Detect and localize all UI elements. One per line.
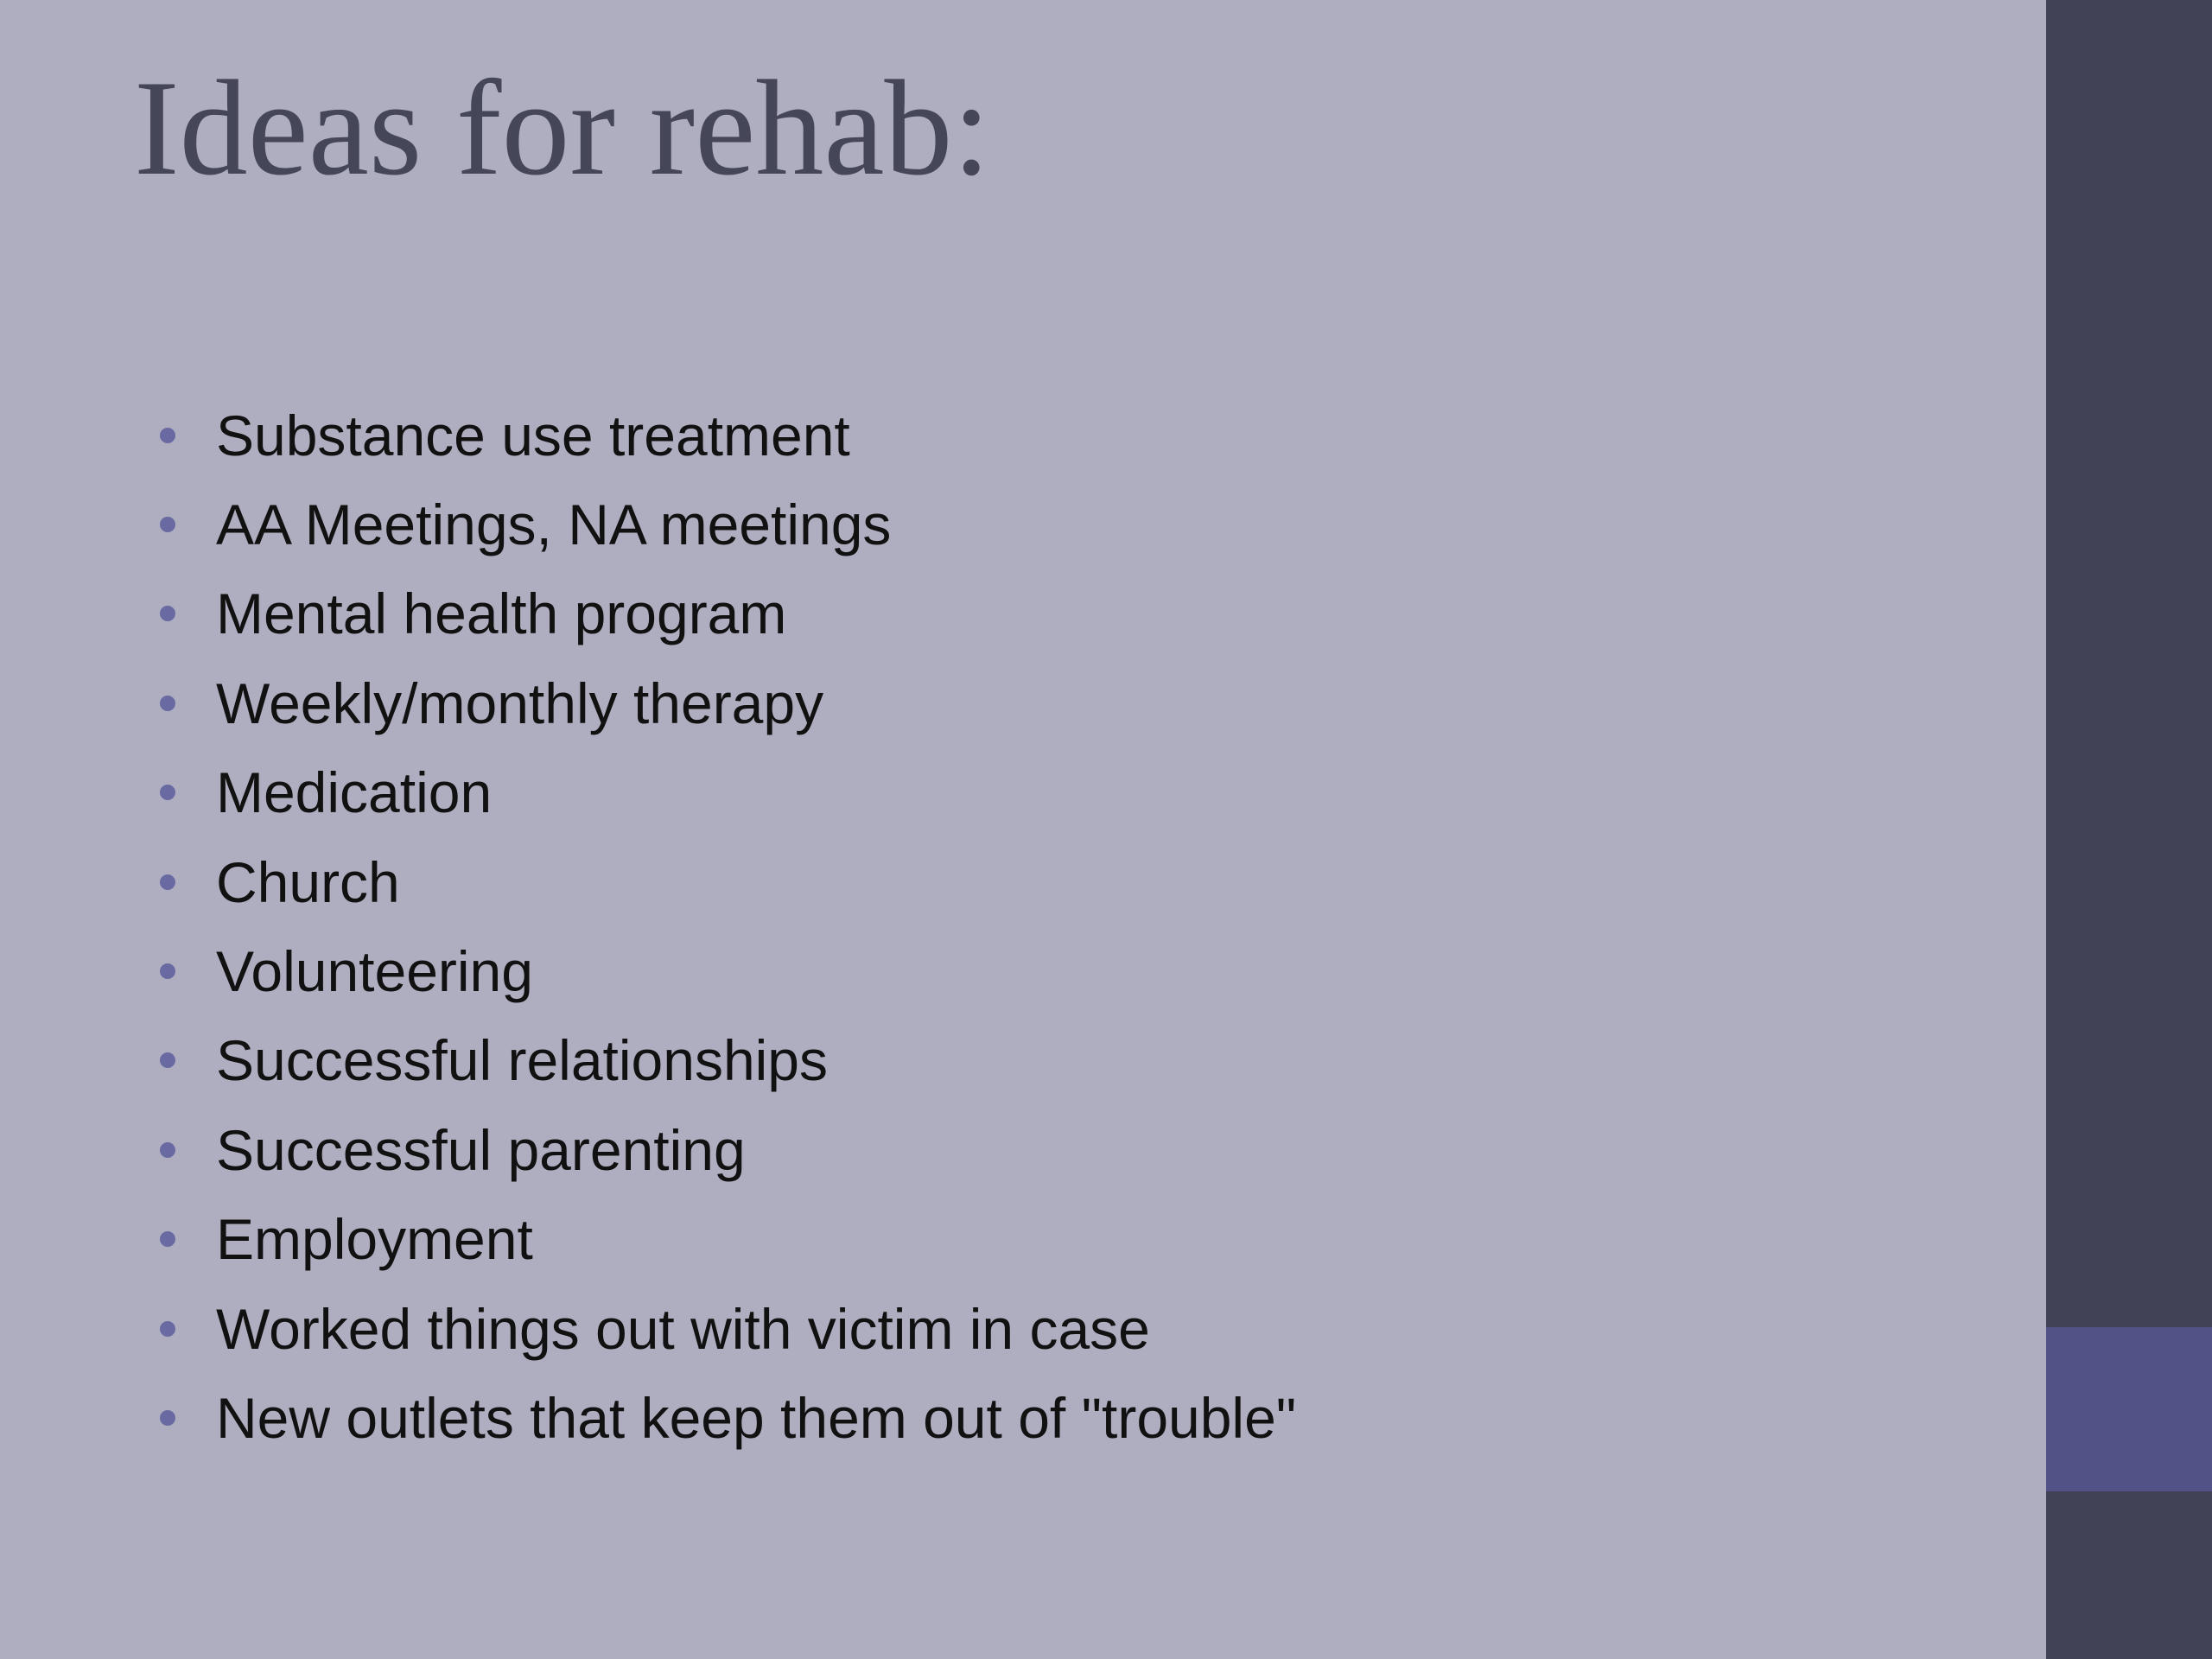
bullet-icon <box>160 1410 175 1426</box>
bullet-icon <box>160 963 175 979</box>
bullet-text: Weekly/monthly therapy <box>216 671 824 735</box>
bullet-text: Medication <box>216 760 493 825</box>
bullet-text: Mental health program <box>216 582 787 646</box>
slide-title: Ideas for rehab: <box>134 53 991 204</box>
bullet-text: Employment <box>216 1207 533 1272</box>
bullet-icon <box>160 1052 175 1068</box>
bullet-icon <box>160 1231 175 1247</box>
list-item <box>160 837 1296 926</box>
bullet-text: AA Meetings, NA meetings <box>216 493 892 557</box>
list-item <box>160 1016 1296 1105</box>
bullet-icon <box>160 428 175 443</box>
list-item <box>160 1105 1296 1194</box>
bullet-list <box>160 391 1296 1463</box>
bullet-text: New outlets that keep them out of "trouble" <box>216 1385 1297 1450</box>
list-item <box>160 569 1296 658</box>
list-item <box>160 748 1296 837</box>
bullet-text: Substance use treatment <box>216 403 850 467</box>
bullet-icon <box>160 696 175 711</box>
bullet-icon <box>160 606 175 621</box>
list-item <box>160 1195 1296 1284</box>
bullet-icon <box>160 517 175 532</box>
bullet-text: Worked things out with victim in case <box>216 1296 1150 1361</box>
list-item <box>160 1284 1296 1373</box>
bullet-icon <box>160 1321 175 1337</box>
bullet-text: Successful parenting <box>216 1117 746 1182</box>
list-item <box>160 1373 1296 1462</box>
bullet-icon <box>160 785 175 800</box>
list-item <box>160 391 1296 480</box>
list-item <box>160 926 1296 1015</box>
bullet-icon <box>160 874 175 890</box>
bullet-text: Successful relationships <box>216 1028 829 1093</box>
bullet-text: Church <box>216 849 400 914</box>
side-accent-block <box>2046 1327 2212 1491</box>
list-item <box>160 658 1296 747</box>
bullet-icon <box>160 1142 175 1158</box>
bullet-text: Volunteering <box>216 939 533 1004</box>
list-item <box>160 480 1296 569</box>
